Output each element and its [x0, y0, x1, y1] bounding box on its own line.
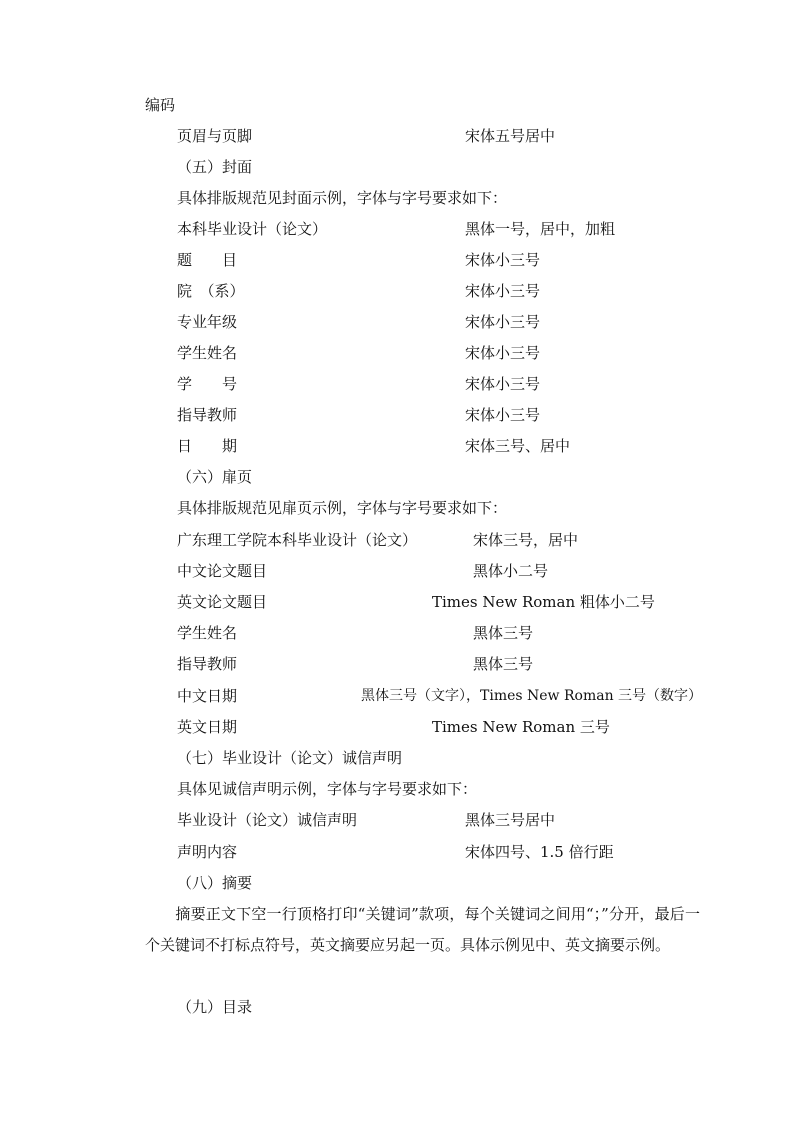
row-value: Times New Roman 粗体小二号 — [432, 593, 655, 611]
row-value: Times New Roman 三号 — [432, 718, 610, 736]
row-label: 学生姓名 — [177, 624, 238, 642]
row-label: 日 期 — [177, 437, 238, 455]
row-value: 黑体小二号 — [473, 562, 549, 580]
row-value: 宋体小三号 — [465, 344, 541, 362]
row-value: 宋体小三号 — [465, 282, 541, 300]
row-label: 英文论文题目 — [177, 593, 268, 611]
row-label: 声明内容 — [177, 843, 238, 861]
section-title: （九）目录 — [177, 998, 253, 1016]
section-title: （八）摘要 — [177, 874, 253, 892]
row-value: 黑体三号居中 — [465, 811, 556, 829]
row-label: 学生姓名 — [177, 344, 238, 362]
row-label: 题 目 — [177, 251, 238, 269]
header-text: 编码 — [145, 96, 176, 114]
row-label: 英文日期 — [177, 718, 238, 736]
row-label: 中文论文题目 — [177, 562, 268, 580]
row-label: 页眉与页脚 — [177, 127, 253, 145]
row-label: 指导教师 — [177, 406, 238, 424]
row-value: 黑体一号，居中，加粗 — [465, 220, 616, 238]
section-title: （七）毕业设计（论文）诚信声明 — [177, 749, 403, 767]
row-label: 广东理工学院本科毕业设计（论文） — [177, 531, 418, 549]
row-label: 指导教师 — [177, 655, 238, 673]
row-label: 毕业设计（论文）诚信声明 — [177, 811, 358, 829]
section-intro: 具体排版规范见扉页示例，字体与字号要求如下： — [177, 499, 508, 517]
section-intro: 具体排版规范见封面示例，字体与字号要求如下： — [177, 189, 508, 207]
row-value: 宋体三号，居中 — [473, 531, 579, 549]
row-label: 院 （系） — [177, 282, 245, 300]
section-title: （五）封面 — [177, 158, 253, 176]
row-label: 本科毕业设计（论文） — [177, 220, 328, 238]
row-value: 黑体三号 — [473, 624, 534, 642]
body-paragraph: 摘要正文下空一行顶格打印“关键词”款项，每个关键词之间用“；”分开，最后一个关键词不打标点符号，英文摘要应另起一页。具体示例见中、英文摘要示例。 — [145, 905, 700, 954]
row-label: 中文日期 — [177, 687, 238, 705]
row-value: 宋体小三号 — [465, 313, 541, 331]
row-value: 宋体小三号 — [465, 406, 541, 424]
row-value: 宋体小三号 — [465, 375, 541, 393]
row-value: 宋体小三号 — [465, 251, 541, 269]
row-value: 黑体三号 — [473, 655, 534, 673]
row-label: 专业年级 — [177, 313, 238, 331]
section-intro: 具体见诚信声明示例，字体与字号要求如下： — [177, 780, 478, 798]
row-label: 学 号 — [177, 375, 238, 393]
row-value: 黑体三号（文字），Times New Roman 三号（数字） — [361, 688, 703, 704]
row-value: 宋体四号、1.5 倍行距 — [465, 843, 614, 861]
section-title: （六）扉页 — [177, 468, 253, 486]
row-value: 宋体五号居中 — [465, 127, 556, 145]
row-value: 宋体三号、居中 — [465, 437, 571, 455]
